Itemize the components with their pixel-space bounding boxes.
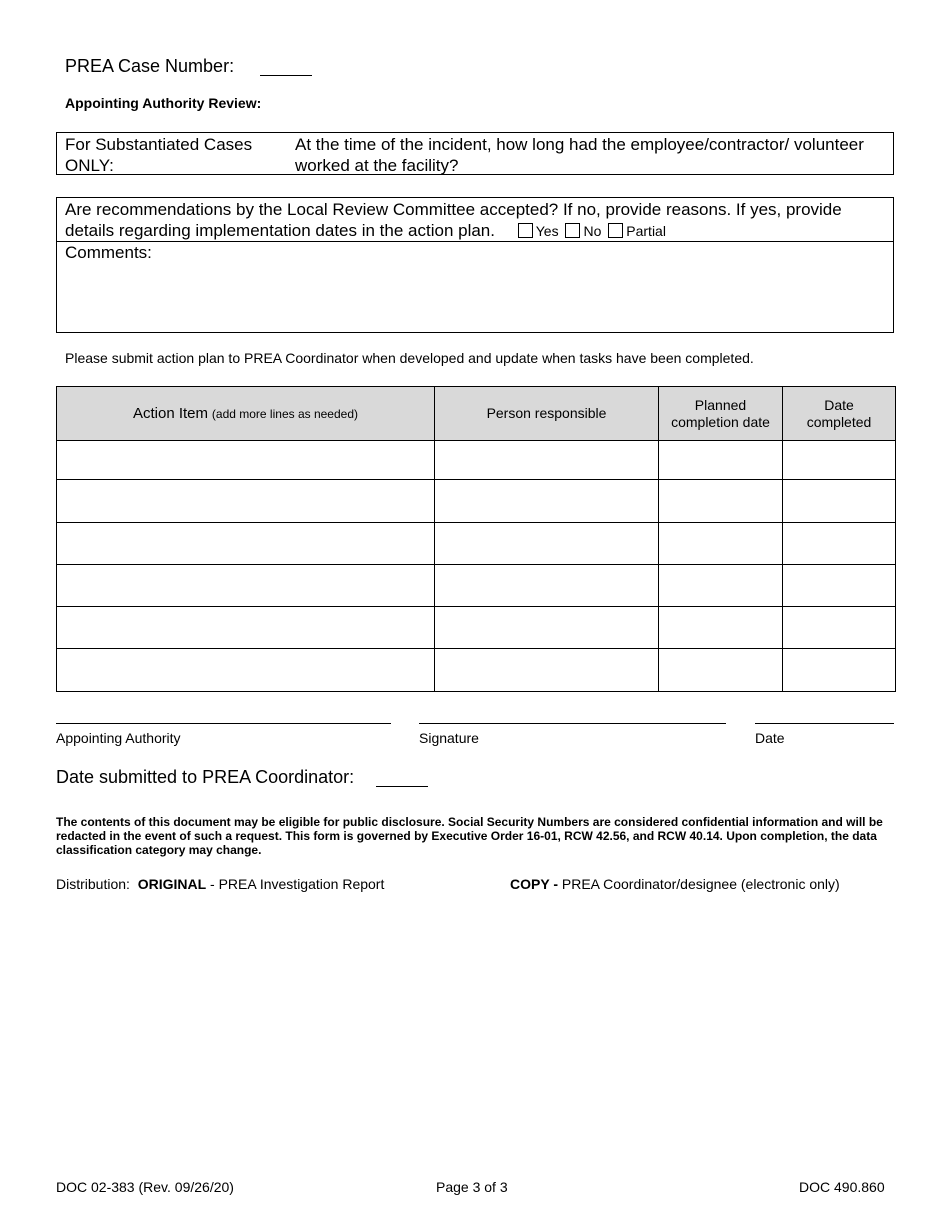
person-responsible-cell[interactable] [435,480,659,523]
form-id: DOC 02-383 (Rev. 09/26/20) [56,1179,234,1195]
recommendations-question-block [65,199,890,242]
action-plan-table [56,386,896,692]
policy-number: DOC 490.860 [799,1179,885,1195]
person-responsible-cell[interactable] [435,441,659,480]
box-divider [57,241,893,242]
planned-date-cell[interactable] [659,480,783,523]
signature-line[interactable] [419,723,726,724]
yes-label: Yes [535,223,559,239]
completed-date-cell[interactable] [783,480,896,523]
table-row [57,480,896,523]
person-responsible-cell[interactable] [435,565,659,607]
action-item-cell[interactable] [57,480,435,523]
planned-date-cell[interactable] [659,607,783,649]
page-number: Page 3 of 3 [436,1179,508,1195]
recommendations-box [56,197,894,333]
planned-date-cell[interactable] [659,441,783,480]
copy-text: PREA Coordinator/designee (electronic only) [561,876,840,892]
appointing-authority-signature-line[interactable] [56,723,391,724]
table-row [57,649,896,692]
person-responsible-cell[interactable] [435,649,659,692]
recommendation-options [518,223,669,239]
action-item-cell[interactable] [57,565,435,607]
table-header-row [57,387,896,441]
planned-date-cell[interactable] [659,649,783,692]
public-disclosure-notice: The contents of this document may be eligible for public disclosure. Social Security Numbers are considered confidential information and will be redacted in the event of such a request. This form is governed by Executive Order 16-01, RCW 42.56, and RCW 40.14. Upon completion, the data classification category may change. [56,815,883,857]
action-item-header [57,387,435,441]
signature-label: Signature [419,730,479,746]
person-responsible-cell[interactable] [435,523,659,565]
completed-date-cell[interactable] [783,649,896,692]
appointing-authority-label: Appointing Authority [56,730,181,746]
original-label: ORIGINAL [137,876,207,892]
date-label: Date [755,730,785,746]
submit-action-plan-note: Please submit action plan to PREA Coordinator when developed and update when tasks have been completed. [65,350,754,366]
table-row [57,607,896,649]
completed-date-cell[interactable] [783,523,896,565]
person-responsible-cell[interactable] [435,607,659,649]
partial-label: Partial [626,223,666,239]
action-item-cell[interactable] [57,607,435,649]
appointing-authority-review-heading: Appointing Authority Review: [65,95,262,111]
action-rows [57,441,896,692]
action-item-header-label: Action Item [132,404,209,422]
action-item-cell[interactable] [57,649,435,692]
date-signature-line[interactable] [755,723,894,724]
date-completed-header: Date completed [783,387,896,441]
distribution-prefix: Distribution: [56,876,130,892]
planned-date-cell[interactable] [659,565,783,607]
action-item-cell[interactable] [57,523,435,565]
completed-date-cell[interactable] [783,441,896,480]
case-number-field[interactable] [260,75,312,76]
recommendations-question: Are recommendations by the Local Review Committee accepted? If no, provide reasons. If yes, provide details regarding implementation dates in the action plan. [65,200,842,240]
distribution-copy [510,876,840,892]
date-submitted-field[interactable] [376,786,428,787]
employment-duration-question: At the time of the incident, how long had the employee/contractor/ volunteer worked at the facility? [295,135,864,175]
person-responsible-header: Person responsible [435,387,659,441]
yes-checkbox[interactable] [518,223,533,238]
action-item-cell[interactable] [57,441,435,480]
distribution-original [56,876,384,892]
action-item-header-note: (add more lines as needed) [211,406,358,421]
no-checkbox[interactable] [565,223,580,238]
substantiated-cases-label: For Substantiated Cases ONLY: [65,135,253,175]
copy-label: COPY - [510,876,558,892]
table-row [57,565,896,607]
table-row [57,441,896,480]
partial-checkbox[interactable] [608,223,623,238]
date-submitted-label: Date submitted to PREA Coordinator: [56,767,355,787]
table-row [57,523,896,565]
no-label: No [583,223,602,239]
planned-completion-date-header: Planned completion date [659,387,783,441]
completed-date-cell[interactable] [783,607,896,649]
original-text: - PREA Investigation Report [210,876,385,892]
completed-date-cell[interactable] [783,565,896,607]
planned-date-cell[interactable] [659,523,783,565]
substantiated-cases-box [56,132,894,175]
comments-label: Comments: [65,243,152,262]
case-number-label: PREA Case Number: [65,56,235,76]
